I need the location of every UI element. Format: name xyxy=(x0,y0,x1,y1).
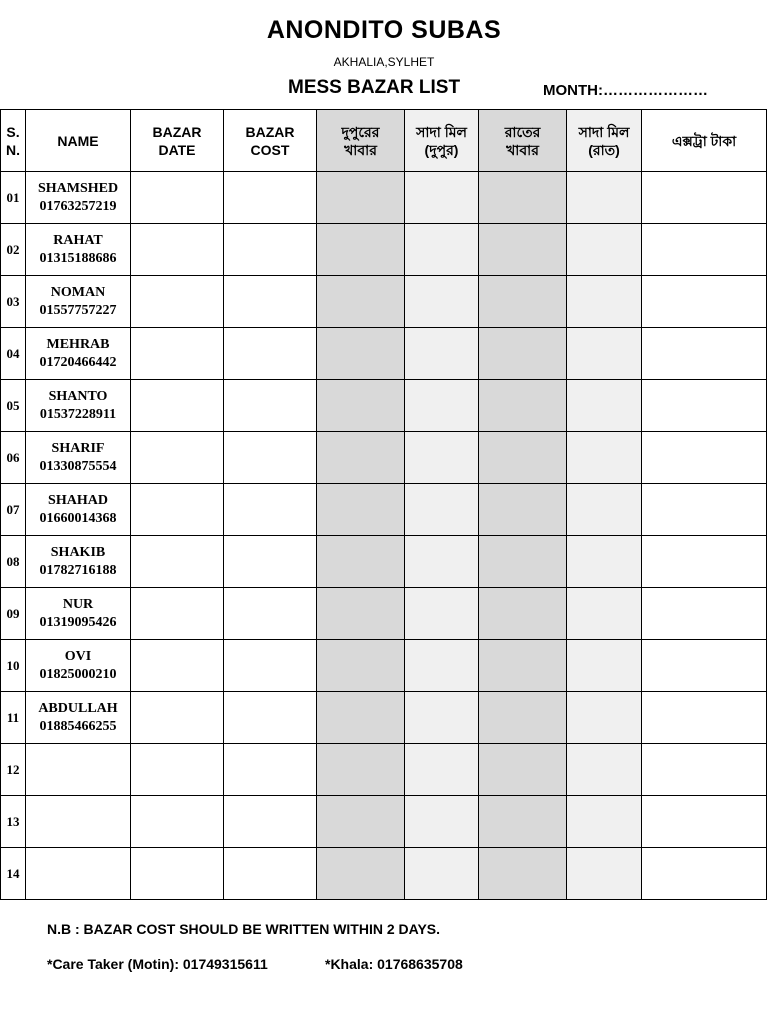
dinner-cell[interactable] xyxy=(479,640,567,692)
col-header-plain-meal-lunch xyxy=(405,110,479,172)
plain-meal-lunch-cell[interactable] xyxy=(405,432,479,484)
plain-meal-lunch-cell[interactable] xyxy=(405,848,479,900)
dinner-cell[interactable] xyxy=(479,224,567,276)
table-row xyxy=(1,224,767,276)
bazar-date-cell[interactable] xyxy=(131,172,224,224)
member-name: ABDULLAH xyxy=(38,700,118,716)
bazar-cost-cell[interactable] xyxy=(224,224,317,276)
bazar-date-cell[interactable] xyxy=(131,380,224,432)
bazar-cost-cell[interactable] xyxy=(224,536,317,588)
table-row xyxy=(1,640,767,692)
lunch-cell[interactable] xyxy=(317,380,405,432)
member-phone: 01763257219 xyxy=(39,198,117,214)
member-name: SHARIF xyxy=(51,440,105,456)
extra-money-cell[interactable] xyxy=(642,744,767,796)
row-member xyxy=(26,484,131,536)
table-row xyxy=(1,536,767,588)
lunch-cell[interactable] xyxy=(317,796,405,848)
extra-money-cell[interactable] xyxy=(642,432,767,484)
col-header-bazar-cost xyxy=(224,110,317,172)
bazar-cost-cell[interactable] xyxy=(224,172,317,224)
plain-meal-dinner-cell[interactable] xyxy=(567,224,642,276)
table-row xyxy=(1,380,767,432)
row-member xyxy=(26,796,131,848)
row-serial: 04 xyxy=(1,328,26,380)
table-row xyxy=(1,172,767,224)
extra-money-cell[interactable] xyxy=(642,172,767,224)
member-name: SHANTO xyxy=(48,388,108,404)
col-header-sn xyxy=(1,110,26,172)
plain-meal-dinner-cell[interactable] xyxy=(567,380,642,432)
lunch-cell[interactable] xyxy=(317,484,405,536)
plain-meal-lunch-cell[interactable] xyxy=(405,380,479,432)
dinner-cell[interactable] xyxy=(479,744,567,796)
bazar-date-cell[interactable] xyxy=(131,484,224,536)
col-header-plain-meal-dinner-label: সাদা মিল (রাত) xyxy=(578,123,630,158)
row-serial: 01 xyxy=(1,172,26,224)
col-header-bazar-date xyxy=(131,110,224,172)
dinner-cell[interactable] xyxy=(479,328,567,380)
bazar-cost-cell[interactable] xyxy=(224,692,317,744)
footer-note: N.B : BAZAR COST SHOULD BE WRITTEN WITHIN 2 DAYS. xyxy=(47,921,441,937)
member-name: MEHRAB xyxy=(46,336,110,352)
table-row xyxy=(1,796,767,848)
dinner-cell[interactable] xyxy=(479,172,567,224)
bazar-date-cell[interactable] xyxy=(131,432,224,484)
bazar-date-cell[interactable] xyxy=(131,328,224,380)
member-phone: 01537228911 xyxy=(39,406,117,422)
member-phone: 01782716188 xyxy=(39,562,117,578)
bazar-date-cell[interactable] xyxy=(131,224,224,276)
bazar-date-cell[interactable] xyxy=(131,692,224,744)
col-header-extra-money xyxy=(642,110,767,172)
dinner-cell[interactable] xyxy=(479,484,567,536)
plain-meal-dinner-cell[interactable] xyxy=(567,432,642,484)
plain-meal-lunch-cell[interactable] xyxy=(405,536,479,588)
lunch-cell[interactable] xyxy=(317,172,405,224)
extra-money-cell[interactable] xyxy=(642,848,767,900)
address-subtitle: AKHALIA,SYLHET xyxy=(333,55,435,69)
extra-money-cell[interactable] xyxy=(642,380,767,432)
row-member xyxy=(26,692,131,744)
bazar-cost-cell[interactable] xyxy=(224,848,317,900)
dinner-cell[interactable] xyxy=(479,276,567,328)
member-phone: 01825000210 xyxy=(39,666,117,682)
col-header-bazar-date-label: BAZAR DATE xyxy=(152,123,202,158)
row-serial: 06 xyxy=(1,432,26,484)
table-row xyxy=(1,328,767,380)
row-member xyxy=(26,380,131,432)
row-member xyxy=(26,588,131,640)
member-phone: 01319095426 xyxy=(39,614,117,630)
bazar-date-cell[interactable] xyxy=(131,744,224,796)
row-member xyxy=(26,276,131,328)
plain-meal-lunch-cell[interactable] xyxy=(405,744,479,796)
lunch-cell[interactable] xyxy=(317,744,405,796)
plain-meal-lunch-cell[interactable] xyxy=(405,276,479,328)
table-row xyxy=(1,692,767,744)
extra-money-cell[interactable] xyxy=(642,692,767,744)
plain-meal-dinner-cell[interactable] xyxy=(567,588,642,640)
plain-meal-dinner-cell[interactable] xyxy=(567,692,642,744)
member-name: NOMAN xyxy=(50,284,106,300)
col-header-name xyxy=(26,110,131,172)
table-row xyxy=(1,276,767,328)
row-member xyxy=(26,172,131,224)
bazar-date-cell[interactable] xyxy=(131,588,224,640)
lunch-cell[interactable] xyxy=(317,328,405,380)
dinner-cell[interactable] xyxy=(479,536,567,588)
row-serial: 08 xyxy=(1,536,26,588)
month-field: MONTH:………………… xyxy=(543,82,708,99)
col-header-bazar-cost-label: BAZAR COST xyxy=(245,123,295,158)
row-member xyxy=(26,536,131,588)
lunch-cell[interactable] xyxy=(317,276,405,328)
bazar-cost-cell[interactable] xyxy=(224,796,317,848)
table-body xyxy=(1,172,767,900)
dinner-cell[interactable] xyxy=(479,848,567,900)
table-row xyxy=(1,432,767,484)
row-serial: 13 xyxy=(1,796,26,848)
lunch-cell[interactable] xyxy=(317,588,405,640)
extra-money-cell[interactable] xyxy=(642,328,767,380)
plain-meal-dinner-cell[interactable] xyxy=(567,796,642,848)
table-row xyxy=(1,744,767,796)
row-serial: 05 xyxy=(1,380,26,432)
bazar-cost-cell[interactable] xyxy=(224,744,317,796)
bazar-cost-cell[interactable] xyxy=(224,640,317,692)
bazar-cost-cell[interactable] xyxy=(224,276,317,328)
bazar-cost-cell[interactable] xyxy=(224,588,317,640)
member-phone: 01885466255 xyxy=(39,718,117,734)
table-row xyxy=(1,484,767,536)
table-header-row xyxy=(1,110,767,172)
dinner-cell[interactable] xyxy=(479,796,567,848)
row-member xyxy=(26,848,131,900)
bazar-date-cell[interactable] xyxy=(131,796,224,848)
row-serial: 07 xyxy=(1,484,26,536)
extra-money-cell[interactable] xyxy=(642,224,767,276)
lunch-cell[interactable] xyxy=(317,640,405,692)
plain-meal-dinner-cell[interactable] xyxy=(567,276,642,328)
plain-meal-dinner-cell[interactable] xyxy=(567,172,642,224)
col-header-extra-money-label: এক্সট্রা টাকা xyxy=(671,132,737,149)
khala-contact: *Khala: 01768635708 xyxy=(325,956,463,972)
plain-meal-lunch-cell[interactable] xyxy=(405,640,479,692)
row-member xyxy=(26,640,131,692)
extra-money-cell[interactable] xyxy=(642,536,767,588)
member-name: SHAHAD xyxy=(48,492,108,508)
member-name: OVI xyxy=(64,648,92,664)
plain-meal-dinner-cell[interactable] xyxy=(567,848,642,900)
bazar-cost-cell[interactable] xyxy=(224,328,317,380)
bazar-date-cell[interactable] xyxy=(131,640,224,692)
plain-meal-lunch-cell[interactable] xyxy=(405,588,479,640)
bazar-cost-cell[interactable] xyxy=(224,432,317,484)
row-member xyxy=(26,328,131,380)
plain-meal-lunch-cell[interactable] xyxy=(405,484,479,536)
col-header-plain-meal-lunch-label: সাদা মিল (দুপুর) xyxy=(416,123,467,158)
member-name: SHAKIB xyxy=(50,544,106,560)
row-serial: 12 xyxy=(1,744,26,796)
lunch-cell[interactable] xyxy=(317,536,405,588)
plain-meal-dinner-cell[interactable] xyxy=(567,536,642,588)
col-header-plain-meal-dinner xyxy=(567,110,642,172)
row-serial: 02 xyxy=(1,224,26,276)
member-name: SHAMSHED xyxy=(37,180,119,196)
member-phone: 01557757227 xyxy=(39,302,117,318)
row-serial: 03 xyxy=(1,276,26,328)
page-title: ANONDITO SUBAS xyxy=(266,16,502,44)
table-row xyxy=(1,588,767,640)
bazar-table xyxy=(0,109,767,900)
plain-meal-dinner-cell[interactable] xyxy=(567,484,642,536)
bazar-cost-cell[interactable] xyxy=(224,484,317,536)
plain-meal-dinner-cell[interactable] xyxy=(567,744,642,796)
lunch-cell[interactable] xyxy=(317,848,405,900)
col-header-lunch xyxy=(317,110,405,172)
row-serial: 14 xyxy=(1,848,26,900)
dinner-cell[interactable] xyxy=(479,432,567,484)
member-name: RAHAT xyxy=(53,232,103,248)
member-phone: 01720466442 xyxy=(39,354,117,370)
member-phone: 01660014368 xyxy=(39,510,117,526)
row-member xyxy=(26,224,131,276)
row-serial: 09 xyxy=(1,588,26,640)
lunch-cell[interactable] xyxy=(317,432,405,484)
col-header-dinner-label: রাতের খাবার xyxy=(504,123,541,158)
bazar-date-cell[interactable] xyxy=(131,848,224,900)
plain-meal-lunch-cell[interactable] xyxy=(405,172,479,224)
dinner-cell[interactable] xyxy=(479,588,567,640)
row-serial: 11 xyxy=(1,692,26,744)
bazar-date-cell[interactable] xyxy=(131,276,224,328)
plain-meal-dinner-cell[interactable] xyxy=(567,328,642,380)
col-header-sn-label: S. N. xyxy=(6,123,20,158)
member-phone: 01315188686 xyxy=(39,250,117,266)
extra-money-cell[interactable] xyxy=(642,588,767,640)
extra-money-cell[interactable] xyxy=(642,276,767,328)
plain-meal-lunch-cell[interactable] xyxy=(405,224,479,276)
col-header-dinner xyxy=(479,110,567,172)
dinner-cell[interactable] xyxy=(479,380,567,432)
lunch-cell[interactable] xyxy=(317,224,405,276)
row-member xyxy=(26,744,131,796)
list-title: MESS BAZAR LIST xyxy=(288,77,461,98)
plain-meal-dinner-cell[interactable] xyxy=(567,640,642,692)
member-name: NUR xyxy=(62,596,94,612)
plain-meal-lunch-cell[interactable] xyxy=(405,692,479,744)
member-phone: 01330875554 xyxy=(39,458,117,474)
col-header-name-label: NAME xyxy=(57,132,99,149)
extra-money-cell[interactable] xyxy=(642,796,767,848)
lunch-cell[interactable] xyxy=(317,692,405,744)
extra-money-cell[interactable] xyxy=(642,484,767,536)
plain-meal-lunch-cell[interactable] xyxy=(405,796,479,848)
row-serial: 10 xyxy=(1,640,26,692)
plain-meal-lunch-cell[interactable] xyxy=(405,328,479,380)
care-taker-contact: *Care Taker (Motin): 01749315611 xyxy=(47,956,268,972)
table-row xyxy=(1,848,767,900)
dinner-cell[interactable] xyxy=(479,692,567,744)
row-member xyxy=(26,432,131,484)
extra-money-cell[interactable] xyxy=(642,640,767,692)
bazar-cost-cell[interactable] xyxy=(224,380,317,432)
col-header-lunch-label: দুপুরের খাবার xyxy=(341,123,380,158)
bazar-date-cell[interactable] xyxy=(131,536,224,588)
